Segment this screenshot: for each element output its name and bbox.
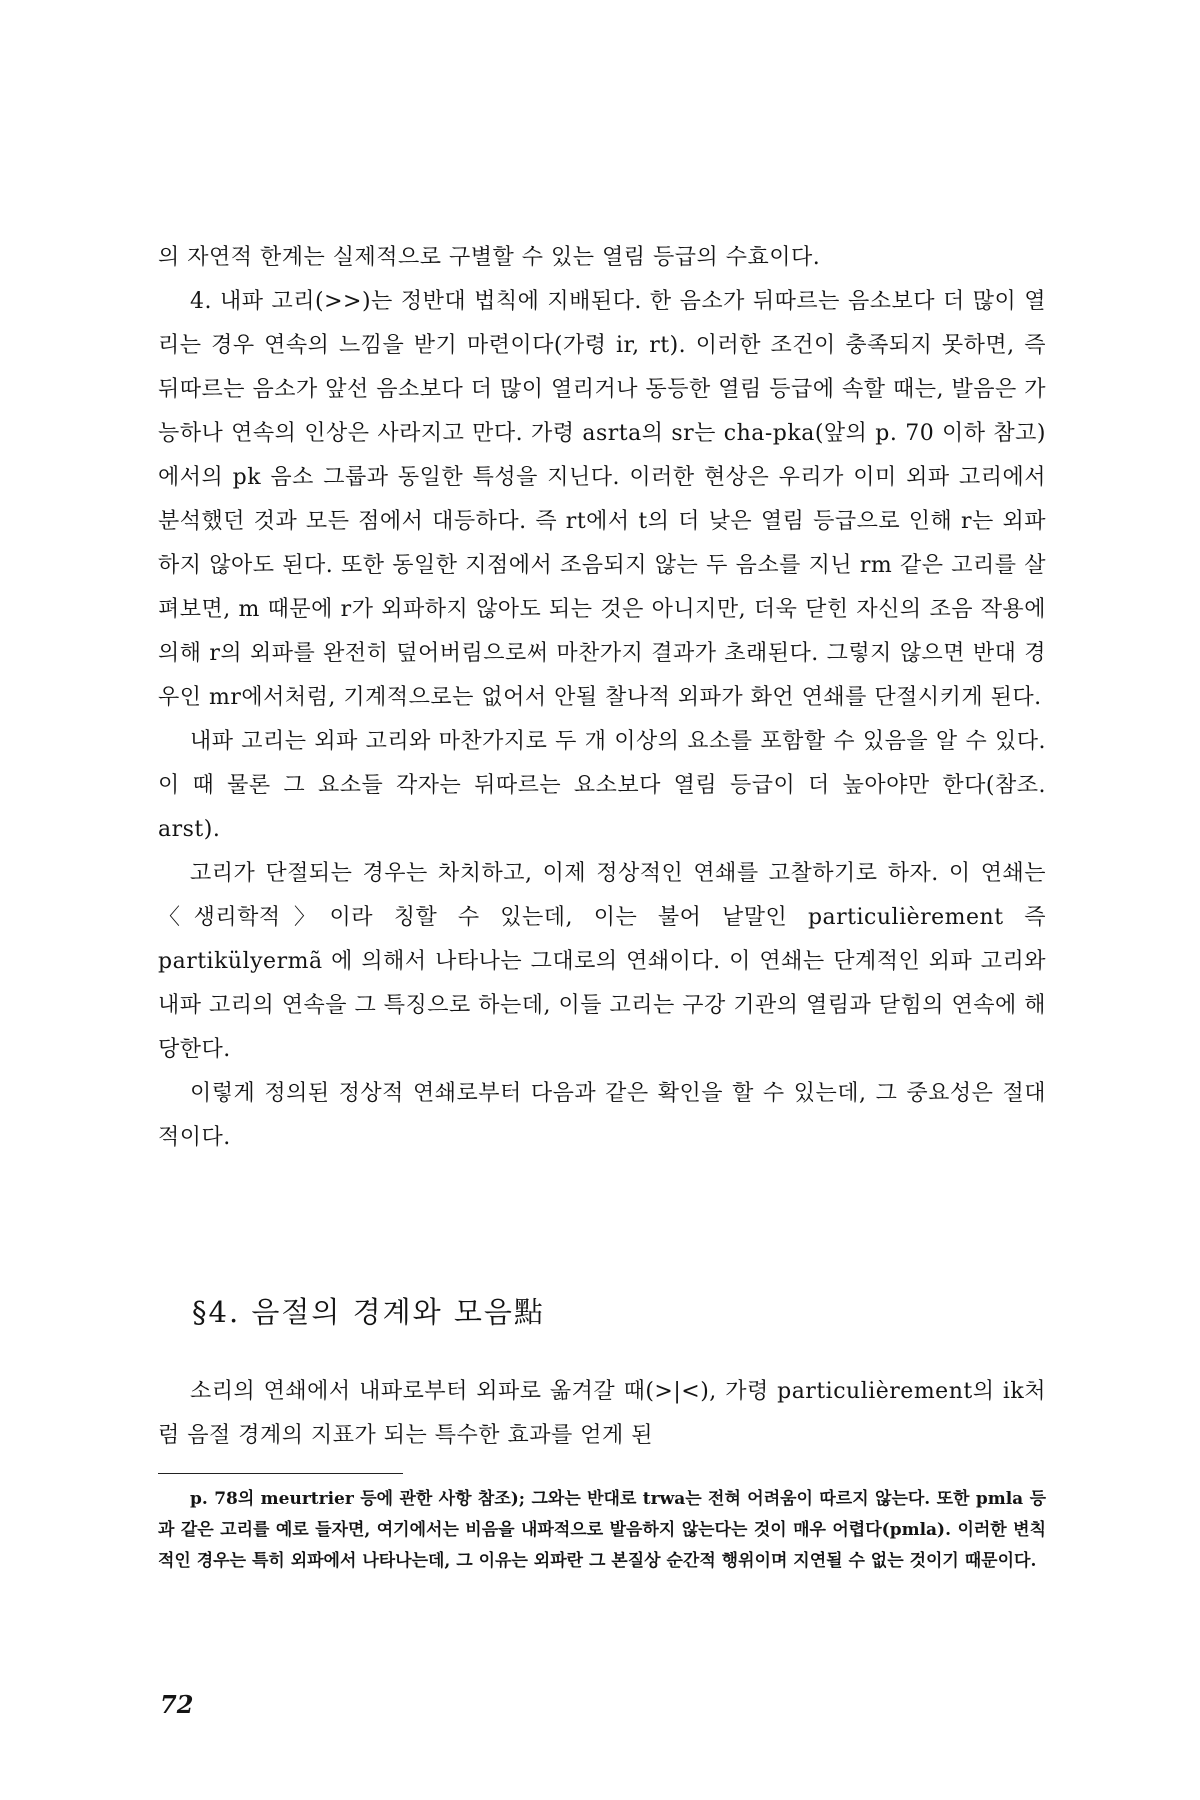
footnote-block — [158, 1484, 1046, 1577]
paragraph-1: 의 자연적 한계는 실제적으로 구별할 수 있는 열림 등급의 수효이다. — [158, 245, 821, 270]
paragraph-5: 이렇게 정의된 정상적 연쇄로부터 다음과 같은 확인을 할 수 있는데, 그 중요성은 절대적이다. — [158, 1081, 1046, 1150]
paragraph-4: 고리가 단절되는 경우는 차치하고, 이제 정상적인 연쇄를 고찰하기로 하자. 이 연쇄는 〈생리학적〉이라 칭할 수 있는데, 이는 불어 낱말인 particulièrement 즉 partikülyermã 에 의해서 나타나는 그대로의 연쇄이다. 이 연쇄는 단계적인 외파 고리와 내파 고리의 연속을 그 특징으로 하는데, 이들 고리는 구강 기관의 열림과 닫힘의 연속에 해당한다. — [158, 861, 1046, 1062]
section-text — [158, 1370, 1046, 1458]
footnote-divider — [158, 1473, 403, 1474]
page-number: 72 — [160, 1690, 194, 1719]
section-paragraph: 소리의 연쇄에서 내파로부터 외파로 옮겨갈 때(>|<), 가령 particulièrement의 ik처럼 음절 경계의 지표가 되는 특수한 효과를 얻게 된 — [158, 1379, 1046, 1448]
paragraph-2: 4. 내파 고리(>>)는 정반대 법칙에 지배된다. 한 음소가 뒤따르는 음소보다 더 많이 열리는 경우 연속의 느낌을 받기 마련이다(가령 ir, rt). 이러한 조건이 충족되지 못하면, 즉 뒤따르는 음소가 앞선 음소보다 더 많이 열리거나 동등한 열림 등급에 속할 때는, 발음은 가능하나 연속의 인상은 사라지고 만다. 가령 asrta의 sr는 cha-pka(앞의 p. 70 이하 참고)에서의 pk 음소 그룹과 동일한 특성을 지닌다. 이러한 현상은 우리가 이미 외파 고리에서 분석했던 것과 모든 점에서 대등하다. 즉 rt에서 t의 더 낮은 열림 등급으로 인해 r는 외파하지 않아도 된다. 또한 동일한 지점에서 조음되지 않는 두 음소를 지닌 rm 같은 고리를 살펴보면, m 때문에 r가 외파하지 않아도 되는 것은 아니지만, 더욱 닫힌 자신의 조음 작용에 의해 r의 외파를 완전히 덮어버림으로써 마찬가지 결과가 초래된다. 그렇지 않으면 반대 경우인 mr에서처럼, 기계적으로는 없어서 안될 찰나적 외파가 화언 연쇄를 단절시키게 된다. — [158, 289, 1046, 710]
footnote-text: p. 78의 meurtrier 등에 관한 사항 참조); 그와는 반대로 trwa는 전혀 어려움이 따르지 않는다. 또한 pmla 등과 같은 고리를 예로 들자면, 여기에서는 비음을 내파적으로 발음하지 않는다는 것이 매우 어렵다(pmla). 이러한 변칙적인 경우는 특히 외파에서 나타나는데, 그 이유는 외파란 그 본질상 순간적 행위이며 지연될 수 없는 것이기 때문이다. — [158, 1489, 1046, 1571]
paragraph-3: 내파 고리는 외파 고리와 마찬가지로 두 개 이상의 요소를 포함할 수 있음을 알 수 있다. 이 때 물론 그 요소들 각자는 뒤따르는 요소보다 열림 등급이 더 높아야만 한다(참조. arst). — [158, 729, 1046, 842]
main-text — [158, 236, 1046, 1160]
section-heading: §4. 음절의 경계와 모음點 — [192, 1295, 545, 1329]
